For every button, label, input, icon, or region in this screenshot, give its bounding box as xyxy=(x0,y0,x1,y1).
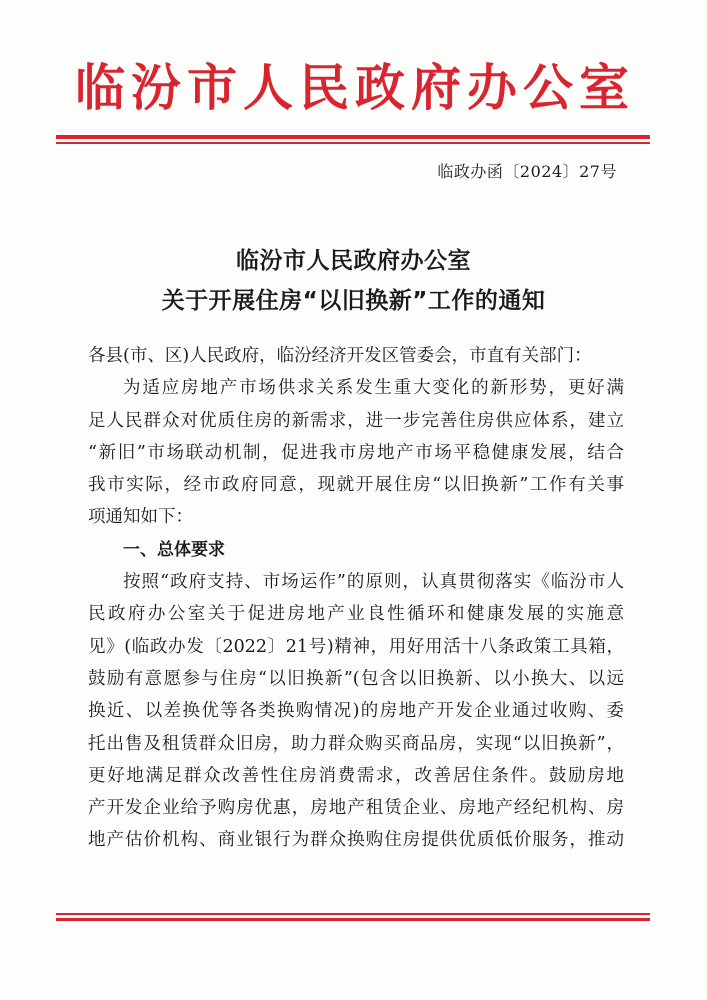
body-line: 足人民群众对优质住房的新需求，进一步完善住房供应体系，建立 xyxy=(88,410,624,431)
document-title-line2: 关于开展住房“以旧换新”工作的通知 xyxy=(161,288,546,314)
header-rule-thick xyxy=(56,135,650,139)
document-title-line1: 临汾市人民政府办公室 xyxy=(236,248,471,274)
body-line: 民政府办公室关于促进房地产业良性循环和健康发展的实施意 xyxy=(88,604,624,625)
body-line: 地产估价机构、商业银行为群众换购住房提供优质低价服务，推动 xyxy=(88,830,624,851)
document-number: 临政办函〔2024〕27号 xyxy=(437,162,617,181)
body-line: 为适应房地产市场供求关系发生重大变化的新形势，更好满 xyxy=(123,378,624,399)
body-line: 托出售及租赁群众旧房，助力群众购买商品房，实现“以旧换新”， xyxy=(88,733,624,754)
body-line: 按照“政府支持、市场运作”的原则，认真贯彻落实《临汾市人 xyxy=(123,572,624,593)
body-line: 鼓励有意愿参与住房“以旧换新”(包含以旧换新、以小换大、以远 xyxy=(88,668,624,689)
body-line: 产开发企业给予购房优惠，房地产租赁企业、房地产经纪机构、房 xyxy=(88,798,624,819)
section-heading: 一、总体要求 xyxy=(123,539,225,560)
body-line: 换近、以差换优等各类换购情况)的房地产开发企业通过收购、委 xyxy=(88,701,624,722)
footer-rule-thin xyxy=(56,913,650,915)
addressee-line: 各县(市、区)人民政府，临汾经济开发区管委会，市直有关部门： xyxy=(88,346,592,366)
header-rule-thin xyxy=(56,142,650,144)
document-body xyxy=(88,340,624,857)
body-line: 见》(临政办发〔2022〕21号)精神，用好用活十八条政策工具箱， xyxy=(88,636,624,657)
issuer-header: 临汾市人民政府办公室 xyxy=(75,59,635,117)
body-line: 项通知如下： xyxy=(88,507,193,528)
footer-rule-thick xyxy=(56,918,650,921)
body-line: 我市实际，经市政府同意，现就开展住房“以旧换新”工作有关事 xyxy=(88,475,624,496)
body-line: “新旧”市场联动机制，促进我市房地产市场平稳健康发展，结合 xyxy=(88,442,624,463)
body-line: 更好地满足群众改善性住房消费需求，改善居住条件。鼓励房地 xyxy=(88,765,624,786)
